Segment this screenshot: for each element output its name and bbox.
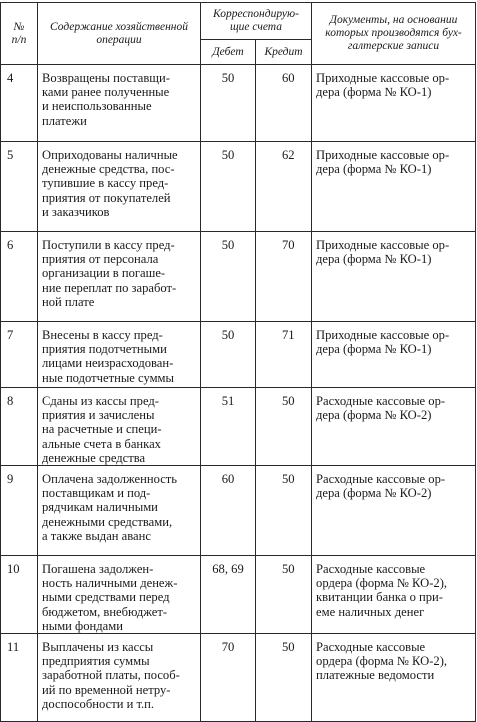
operation-description: Оплачена задолженность поставщикам и под- рядчикам наличными денежными средствами, а также выдан аванс [38, 466, 201, 556]
source-documents: Приходные кассовые ор- дера (форма № КО-1) [312, 322, 476, 388]
credit-account: 50 [256, 556, 312, 634]
operation-description: Выплачены из кассы предприятия суммы заработной платы, пособ- ий по временной нетру- доспособности и т.п. [38, 634, 201, 722]
credit-account: 70 [256, 232, 312, 322]
table-row [1, 65, 476, 142]
debit-account: 50 [201, 322, 256, 388]
table-row [1, 322, 476, 388]
debit-account: 68, 69 [201, 556, 256, 634]
row-number: 4 [1, 65, 38, 142]
operation-description: Погашена задолжен- ность наличными денеж- ными средствами перед бюджетом, внебюджет- ными фондами [38, 556, 201, 634]
row-number: 10 [1, 556, 38, 634]
credit-account: 60 [256, 65, 312, 142]
credit-account: 50 [256, 634, 312, 722]
debit-account: 51 [201, 388, 256, 466]
row-number: 7 [1, 322, 38, 388]
debit-account: 60 [201, 466, 256, 556]
row-number: 5 [1, 142, 38, 232]
header-debit: Дебет [201, 40, 256, 65]
debit-account: 70 [201, 634, 256, 722]
source-documents: Расходные кассовые ор- дера (форма № КО-2) [312, 466, 476, 556]
header-accounts: Корреспондирую- щие счета [201, 3, 312, 40]
row-number: 11 [1, 634, 38, 722]
credit-account: 71 [256, 322, 312, 388]
header-credit: Кредит [256, 40, 312, 65]
header-documents: Документы, на основании которых производятся бух- галтерские записи [312, 3, 476, 65]
accounting-operations-table [0, 2, 476, 722]
source-documents: Расходные кассовые ор- дера (форма № КО-2) [312, 388, 476, 466]
row-number: 6 [1, 232, 38, 322]
header-content: Содержание хозяйственной операции [38, 3, 201, 65]
credit-account: 62 [256, 142, 312, 232]
operation-description: Сданы из кассы пред- приятия и зачислены на расчетные и специ- альные счета в банках денежные средства [38, 388, 201, 466]
source-documents: Приходные кассовые ор- дера (форма № КО-1) [312, 65, 476, 142]
table-row [1, 634, 476, 722]
credit-account: 50 [256, 466, 312, 556]
row-number: 8 [1, 388, 38, 466]
source-documents: Приходные кассовые ор- дера (форма № КО-1) [312, 142, 476, 232]
operation-description: Поступили в кассу пред- приятия от персонала организации в погаше- ние переплат по заработ- ной плате [38, 232, 201, 322]
debit-account: 50 [201, 142, 256, 232]
table-body [1, 65, 476, 722]
table-row [1, 232, 476, 322]
source-documents: Расходные кассовые ордера (форма № КО-2), платежные ведомости [312, 634, 476, 722]
row-number: 9 [1, 466, 38, 556]
table-row [1, 556, 476, 634]
operation-description: Возвращены поставщи- ками ранее полученные и неиспользованные платежи [38, 65, 201, 142]
credit-account: 50 [256, 388, 312, 466]
debit-account: 50 [201, 232, 256, 322]
table-header [1, 3, 476, 65]
table-row [1, 466, 476, 556]
operation-description: Внесены в кассу пред- приятия подотчетными лицами неизрасходован- ные подотчетные суммы [38, 322, 201, 388]
header-num: № п/п [1, 3, 38, 65]
table-row [1, 142, 476, 232]
operation-description: Оприходованы наличные денежные средства, пос- тупившие в кассу пред- приятия от покупателей и заказчиков [38, 142, 201, 232]
source-documents: Расходные кассовые ордера (форма № КО-2), квитанции банка о при- еме наличных денег [312, 556, 476, 634]
source-documents: Приходные кассовые ор- дера (форма № КО-1) [312, 232, 476, 322]
table-row [1, 388, 476, 466]
debit-account: 50 [201, 65, 256, 142]
